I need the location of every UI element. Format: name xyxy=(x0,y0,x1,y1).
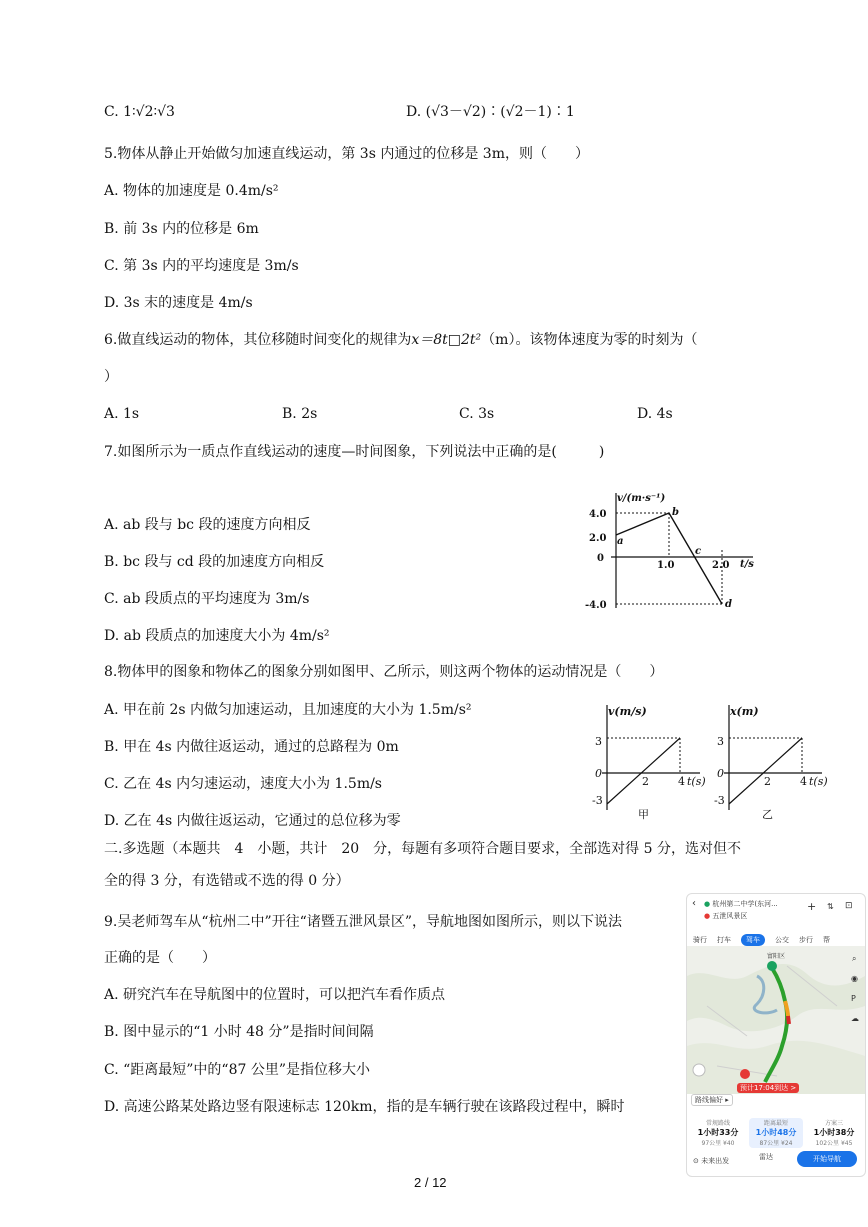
q7-option-a: A. ab 段与 bc 段的速度方向相反 xyxy=(104,517,311,533)
q7-point-a: a xyxy=(617,536,624,547)
route-option-3[interactable] xyxy=(807,1118,861,1148)
q8-option-c: C. 乙在 4s 内匀速运动，速度大小为 1.5m/s xyxy=(104,776,382,792)
map-label-fuyang: 富阳区 xyxy=(767,953,786,960)
q9-option-c: C. “距离最短”中的“87 公里”是指位移大小 xyxy=(104,1062,371,1078)
q8-option-a: A. 甲在前 2s 内做匀加速运动，且加速度的大小为 1.5m/s² xyxy=(104,702,472,718)
q7-tick-y-0: 0 xyxy=(597,553,604,564)
q7-point-d: d xyxy=(725,599,732,610)
q6-stem-line2: ） xyxy=(104,369,118,385)
q4-option-d: D. (√3－√2)∶(√2－1)∶1 xyxy=(406,104,575,120)
add-icon[interactable]: + xyxy=(807,900,817,913)
q5-option-d: D. 3s 末的速度是 4m/s xyxy=(104,295,253,311)
q7-axis-v-label: v/(m·s⁻¹) xyxy=(617,493,666,504)
q6-option-b: B. 2s xyxy=(282,406,318,422)
q8-jia-tick-4: 4 xyxy=(678,775,685,788)
q9-stem-line1: 9.吴老师驾车从“杭州二中”开往“诸暨五泄风景区”，导航地图如图所示，则以下说法 xyxy=(104,914,622,930)
parking-icon[interactable]: P xyxy=(851,994,856,1003)
search-icon[interactable]: ⌕ xyxy=(852,954,857,963)
q6-option-d: D. 4s xyxy=(637,406,673,422)
q6-stem xyxy=(104,331,697,349)
more-icon[interactable]: ⊡ xyxy=(845,901,853,911)
origin-dot-icon: ● xyxy=(704,900,711,908)
q8-jia-axis-x: t(s) xyxy=(687,775,706,788)
route-3-time: 1小时38分 xyxy=(813,1128,855,1137)
navigation-map-screenshot xyxy=(686,893,866,1177)
q6-stem-suffix: （m）。该物体速度为零的时刻为（ xyxy=(481,332,698,348)
q6-stem-prefix: 6.做直线运动的物体，其位移随时间变化的规律为 xyxy=(104,332,412,348)
q8-yi-tick-neg3: -3 xyxy=(714,794,725,807)
q5-stem: 5.物体从静止开始做匀加速直线运动，第 3s 内通过的位移是 3m，则（ ） xyxy=(104,146,589,162)
eta-badge: 预计17:04到达 > xyxy=(737,1083,799,1093)
q6-option-a: A. 1s xyxy=(104,406,140,422)
weather-icon[interactable]: ☁ xyxy=(851,1014,859,1023)
q9-option-d: D. 高速公路某处路边竖有限速标志 120km，指的是车辆行驶在该路段过程中，瞬时 xyxy=(104,1099,625,1115)
tab-drive[interactable]: 驾车 xyxy=(741,934,765,946)
q8-jia-tick-0: 0 xyxy=(595,767,602,780)
q8-option-b: B. 甲在 4s 内做往返运动，通过的总路程为 0m xyxy=(104,739,399,755)
q7-tick-y-2: 2.0 xyxy=(589,533,607,544)
back-icon[interactable]: ‹ xyxy=(692,898,696,909)
tab-taxi[interactable]: 打车 xyxy=(717,936,731,944)
q5-option-c: C. 第 3s 内的平均速度是 3m/s xyxy=(104,258,299,274)
map-view[interactable] xyxy=(687,946,865,1094)
route-3-tag: 方案三 xyxy=(824,1120,843,1127)
q7-point-b: b xyxy=(672,507,679,518)
route-option-1[interactable] xyxy=(691,1118,745,1148)
q9-option-a: A. 研究汽车在导航图中的位置时，可以把汽车看作质点 xyxy=(104,987,446,1003)
switch-icon[interactable]: ⇅ xyxy=(827,902,834,911)
q8-yi-tick-2: 2 xyxy=(764,775,771,788)
q7-axis-t-label: t/s xyxy=(740,559,754,570)
section2-line1: 二.多选题（本题共 4 小题，共计 20 分，每题有多项符合题目要求，全部选对得 5 分，选对但不 xyxy=(104,841,741,857)
tab-transit[interactable]: 公交 xyxy=(775,936,789,944)
route-2-time: 1小时48分 xyxy=(755,1128,797,1137)
start-navigation-button[interactable]: 开始导航 xyxy=(797,1151,857,1167)
q8-yi-tick-4: 4 xyxy=(800,775,807,788)
q8-jia-axis-y: v(m/s) xyxy=(608,705,647,718)
destination-text: 五泄风景区 xyxy=(712,912,748,920)
q8-label-yi: 乙 xyxy=(762,808,773,821)
route-2-info: 87公里 ¥24 xyxy=(759,1140,793,1147)
section2-line2: 全的得 3 分，有选错或不选的得 0 分） xyxy=(104,873,350,889)
radar-button[interactable]: 雷达 xyxy=(759,1153,773,1161)
q7-tick-y-4: 4.0 xyxy=(589,509,607,520)
traffic-icon[interactable]: ◉ xyxy=(851,974,858,983)
route-2-tag: 距离最短 xyxy=(763,1120,788,1127)
route-3-info: 102公里 ¥45 xyxy=(815,1140,853,1147)
q6-formula: x＝8t□2t² xyxy=(411,332,482,348)
q7-point-c: c xyxy=(695,546,702,557)
q9-stem-line2: 正确的是（ ） xyxy=(104,950,216,966)
q8-yi-axis-y: x(m) xyxy=(730,705,759,718)
route-1-time: 1小时33分 xyxy=(697,1128,739,1137)
q8-graphs xyxy=(592,700,842,830)
route-1-info: 97公里 ¥40 xyxy=(701,1140,735,1147)
q8-jia-tick-3: 3 xyxy=(595,735,602,748)
destination-row xyxy=(704,911,747,921)
q7-tick-y-neg4: -4.0 xyxy=(585,600,607,611)
page-number: 2 / 12 xyxy=(414,1175,447,1190)
q7-tick-x-1: 1.0 xyxy=(657,560,675,571)
q8-jia-line xyxy=(607,738,680,804)
route-preference-button[interactable]: 路线偏好 ▸ xyxy=(691,1094,733,1106)
q7-tick-x-2: 2.0 xyxy=(712,560,730,571)
q8-option-d: D. 乙在 4s 内做往返运动，它通过的总位移为零 xyxy=(104,813,401,829)
destination-dot-icon: ● xyxy=(704,912,711,920)
q4-option-c: C. 1∶√2∶√3 xyxy=(104,104,175,120)
q6-option-c: C. 3s xyxy=(459,406,495,422)
tab-more[interactable]: 帮 xyxy=(823,936,830,944)
q8-yi-tick-3: 3 xyxy=(717,735,724,748)
q8-jia-tick-2: 2 xyxy=(642,775,649,788)
tab-walk[interactable]: 步行 xyxy=(799,936,813,944)
route-option-2[interactable] xyxy=(749,1118,803,1148)
q7-option-c: C. ab 段质点的平均速度为 3m/s xyxy=(104,591,310,607)
q5-option-b: B. 前 3s 内的位移是 6m xyxy=(104,221,259,237)
q7-stem: 7.如图所示为一质点作直线运动的速度—时间图象，下列说法中正确的是( ) xyxy=(104,444,605,460)
q7-vt-graph xyxy=(585,490,765,615)
q7-option-d: D. ab 段质点的加速度大小为 4m/s² xyxy=(104,628,330,644)
q8-yi-tick-0: 0 xyxy=(717,767,724,780)
q8-stem: 8.物体甲的图象和物体乙的图象分别如图甲、乙所示，则这两个物体的运动情况是（ ） xyxy=(104,664,664,680)
q8-jia-tick-neg3: -3 xyxy=(592,794,603,807)
q5-option-a: A. 物体的加速度是 0.4m/s² xyxy=(104,183,279,199)
origin-row xyxy=(704,899,778,909)
origin-text: 杭州第二中学(东河... xyxy=(712,900,778,908)
q8-label-jia: 甲 xyxy=(638,808,649,821)
q8-yi-line xyxy=(729,738,802,804)
q7-option-b: B. bc 段与 cd 段的加速度方向相反 xyxy=(104,554,325,570)
mode-tabs xyxy=(693,934,840,946)
q9-option-b: B. 图中显示的“1 小时 48 分”是指时间间隔 xyxy=(104,1024,374,1040)
q8-yi-axis-x: t(s) xyxy=(809,775,828,788)
route-1-tag: 常规路线 xyxy=(705,1120,730,1127)
tab-ride[interactable]: 骑行 xyxy=(693,936,707,944)
future-departure-button[interactable]: ⊙ 未来出发 xyxy=(693,1157,730,1165)
